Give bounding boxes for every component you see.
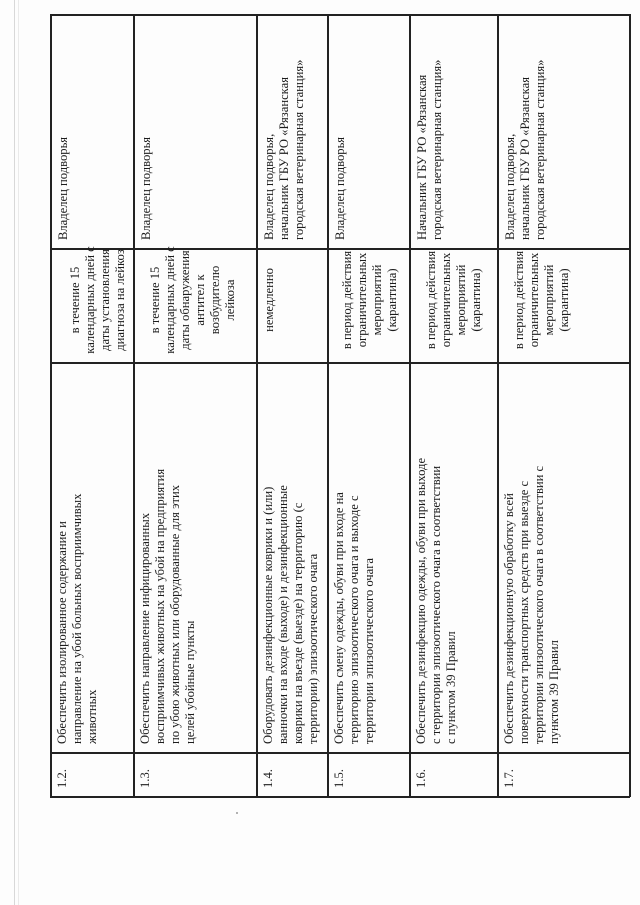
- table-border-bottom: [50, 796, 630, 798]
- responsible-text: Владелец подворья: [333, 136, 347, 240]
- deadline-text: в течение 15 календарных дней с даты установления диагноза на лейкоз: [68, 246, 127, 354]
- measure-text: Обеспечить направление инфицированных восприимчивых животных на убой на предприятия по убою животных или оборудованные для этих целей убойные пункты: [138, 468, 197, 744]
- measure-text: Обеспечить смену одежды, обуви при входе на территорию эпизоотического очага и выходе с территории эпизоотического очага: [332, 492, 376, 744]
- deadline-text: в течение 15 календарных дней с даты обнаружения антител к возбудителю лейкоза: [148, 246, 237, 354]
- scan-edge-line: [14, 0, 15, 905]
- row-number: 1.4.: [261, 769, 275, 788]
- measure-text: Оборудовать дезинфекционные коврики и (или) ванночки на входе (выходе) и дезинфекционные коврики на въезде (выезде) на территорию (с территории) эпизоотического очага: [261, 485, 320, 744]
- measure-text: Обеспечить изолированное содержание и направление на убой больных восприимчивых животных: [55, 493, 99, 744]
- row-divider: [409, 14, 411, 797]
- scan-speck: [236, 812, 238, 814]
- table-border-top: [50, 14, 630, 16]
- row-number: 1.2.: [55, 769, 69, 788]
- row-divider: [133, 14, 135, 797]
- deadline-text: в период действия ограничительных мероприятий (карантина): [424, 250, 483, 350]
- row-number: 1.3.: [138, 769, 152, 788]
- deadline-text: в период действия ограничительных мероприятий (карантина): [340, 250, 399, 350]
- deadline-text: немедленно: [262, 268, 276, 332]
- row-divider: [497, 14, 499, 797]
- scan-edge-line: [18, 0, 19, 905]
- deadline-text: в период действия ограничительных мероприятий (карантина): [512, 250, 571, 350]
- column-divider: [50, 362, 630, 364]
- table-border-left: [50, 14, 52, 797]
- row-divider: [327, 14, 329, 797]
- table-border-right: [629, 14, 631, 797]
- measure-text: Обеспечить дезинфекционную обработку всей поверхности транспортных средств при выезде с территории эпизоотического очага в соответствии с пунктом 39 Правил: [502, 465, 561, 744]
- row-number: 1.5.: [332, 769, 346, 788]
- responsible-text: Владелец подворья, начальник ГБУ РО «Рязанская городская ветеринарная станция»: [503, 59, 547, 240]
- responsible-text: Владелец подворья, начальник ГБУ РО «Рязанская городская ветеринарная станция»: [262, 59, 306, 240]
- row-divider: [256, 14, 258, 797]
- responsible-text: Владелец подворья: [139, 136, 153, 240]
- column-divider: [50, 752, 630, 754]
- responsible-text: Начальник ГБУ РО «Рязанская городская ветеринарная станция»: [415, 59, 444, 240]
- row-number: 1.6.: [414, 769, 428, 788]
- measure-text: Обеспечить дезинфекцию одежды, обуви при выходе с территории эпизоотического очага в соответствии с пунктом 39 Правил: [414, 457, 458, 744]
- responsible-text: Владелец подворья: [56, 136, 70, 240]
- row-number: 1.7.: [502, 769, 516, 788]
